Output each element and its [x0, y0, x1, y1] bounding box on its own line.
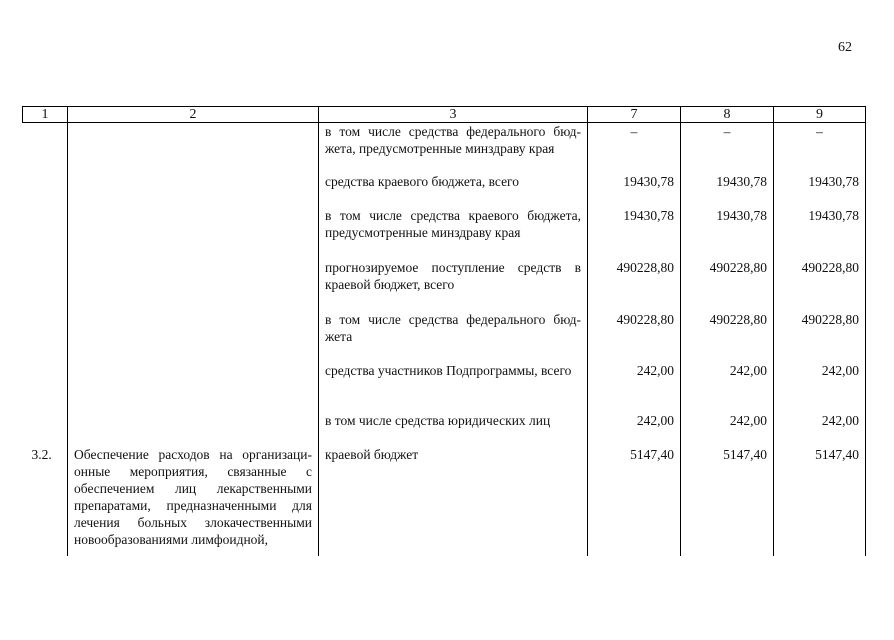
table-row: [23, 311, 866, 362]
table-row: [23, 362, 866, 412]
funding-source: в том числе средства юридических лиц: [319, 412, 588, 446]
value-col7: 19430,78: [588, 173, 681, 207]
value-col7: 490228,80: [588, 311, 681, 362]
budget-table: [22, 106, 866, 556]
value-col8: 242,00: [681, 412, 774, 446]
funding-source: в том числе средства федерального бюд-жета, предусмотренные минздраву края: [319, 123, 588, 174]
row-number: [23, 173, 68, 207]
row-number: [23, 412, 68, 446]
table-row: [23, 412, 866, 446]
table-row: [23, 173, 866, 207]
row-description: [68, 412, 319, 446]
header-cell: 1: [23, 107, 68, 123]
value-col7: 242,00: [588, 412, 681, 446]
row-description: [68, 123, 319, 174]
funding-source: средства краевого бюджета, всего: [319, 173, 588, 207]
value-col7: 242,00: [588, 362, 681, 412]
header-row: [23, 107, 866, 123]
header-cell: 2: [68, 107, 319, 123]
row-description: Обеспечение расходов на организаци-онные мероприятия, связанные с обеспечением лиц лекарственными препаратами, предназначенными для лечения больных злокачественными новообразованиями лимфоидной,: [68, 446, 319, 556]
row-description: [68, 311, 319, 362]
row-description: [68, 173, 319, 207]
value-col9: 490228,80: [774, 259, 866, 311]
value-col8: 5147,40: [681, 446, 774, 556]
funding-source: средства участников Подпрограммы, всего: [319, 362, 588, 412]
funding-source: прогнозируемое поступление средств в краевой бюджет, всего: [319, 259, 588, 311]
funding-source: в том числе средства краевого бюджета, предусмотренные минздраву края: [319, 207, 588, 259]
funding-source: краевой бюджет: [319, 446, 588, 556]
value-col9: 490228,80: [774, 311, 866, 362]
table-row: [23, 123, 866, 174]
row-description: [68, 207, 319, 259]
value-col8: 490228,80: [681, 311, 774, 362]
funding-source: в том числе средства федерального бюд-жета: [319, 311, 588, 362]
value-col8: 19430,78: [681, 173, 774, 207]
row-number: 3.2.: [31, 447, 52, 462]
row-description: [68, 259, 319, 311]
value-col9: 5147,40: [774, 446, 866, 556]
value-col8: –: [681, 123, 774, 174]
header-cell: 3: [319, 107, 588, 123]
row-number: [23, 207, 68, 259]
table-row: [23, 259, 866, 311]
value-col8: 490228,80: [681, 259, 774, 311]
header-cell: 9: [774, 107, 866, 123]
row-number: [23, 362, 68, 412]
row-number: [23, 311, 68, 362]
value-col7: –: [588, 123, 681, 174]
value-col9: 19430,78: [774, 173, 866, 207]
row-description: [68, 362, 319, 412]
row-number: [23, 123, 68, 174]
value-col7: 490228,80: [588, 259, 681, 311]
header-cell: 8: [681, 107, 774, 123]
table-row: [23, 207, 866, 259]
value-col8: 19430,78: [681, 207, 774, 259]
value-col9: –: [774, 123, 866, 174]
table-row: [23, 446, 866, 556]
value-col9: 242,00: [774, 412, 866, 446]
value-col7: 5147,40: [588, 446, 681, 556]
row-number: [23, 259, 68, 311]
page-number: 62: [838, 40, 852, 55]
value-col7: 19430,78: [588, 207, 681, 259]
value-col8: 242,00: [681, 362, 774, 412]
header-cell: 7: [588, 107, 681, 123]
value-col9: 19430,78: [774, 207, 866, 259]
value-col9: 242,00: [774, 362, 866, 412]
